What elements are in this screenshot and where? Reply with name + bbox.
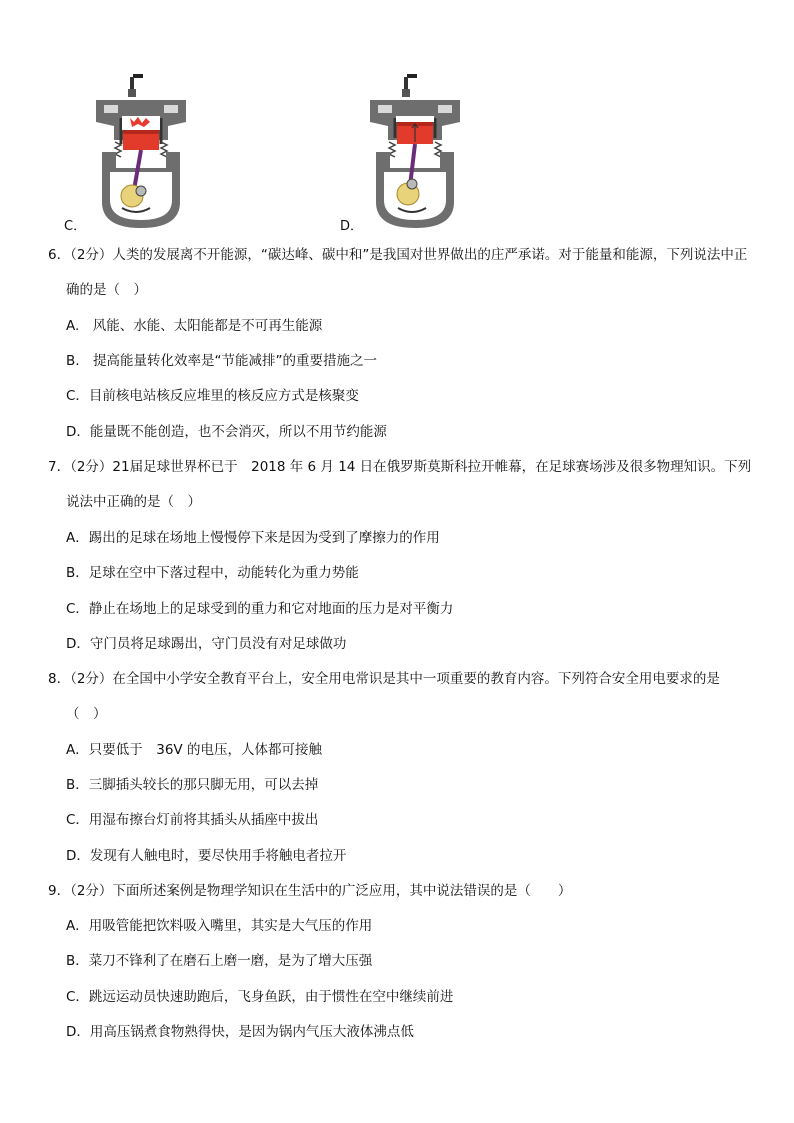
question-8-stem-cont: （ ） xyxy=(66,706,107,722)
question-9 xyxy=(48,874,760,909)
question-7-option-b: B．足球在空中下落过程中，动能转化为重力势能 xyxy=(66,565,359,581)
question-8-option-b: B．三脚插头较长的那只脚无用，可以去掉 xyxy=(66,777,319,793)
question-6-option-b: B. 提高能量转化效率是“节能减排”的重要措施之一 xyxy=(66,353,378,369)
engine-figure-d xyxy=(360,72,470,230)
question-7-stem-cont: 说法中正确的是（ ） xyxy=(66,494,201,510)
engine-stroke-c-diagram xyxy=(86,72,196,230)
question-6-stem: 6．（2分）人类的发展离不开能源，“碳达峰、碳中和”是我国对世界做出的庄严承诺。对于能量和能源，下列说法中正 xyxy=(48,247,748,263)
question-9-option-a: A．用吸管能把饮料吸入嘴里，其实是大气压的作用 xyxy=(66,918,373,934)
question-8 xyxy=(48,662,760,732)
question-8-option-c: C．用湿布擦台灯前将其插头从插座中拔出 xyxy=(66,812,319,828)
question-7-option-d: D．守门员将足球踢出，守门员没有对足球做功 xyxy=(66,636,347,652)
question-7-option-a: A．踢出的足球在场地上慢慢停下来是因为受到了摩擦力的作用 xyxy=(66,530,440,546)
question-8-option-d: D．发现有人触电时，要尽快用手将触电者拉开 xyxy=(66,848,347,864)
question-9-option-c: C．跳远运动员快速助跑后，飞身鱼跃，由于惯性在空中继续前进 xyxy=(66,989,454,1005)
question-6-stem-cont: 确的是（ ） xyxy=(66,282,147,298)
question-8-stem: 8．（2分）在全国中小学安全教育平台上，安全用电常识是其中一项重要的教育内容。下列符合安全用电要求的是 xyxy=(48,671,720,687)
figure-label-c: C． xyxy=(64,219,87,234)
question-6-option-c: C．目前核电站核反应堆里的核反应方式是核聚变 xyxy=(66,388,359,404)
question-9-stem: 9．（2分）下面所述案例是物理学知识在生活中的广泛应用，其中说法错误的是（ ） xyxy=(48,883,572,899)
question-7 xyxy=(48,450,760,520)
figure-label-d: D． xyxy=(340,219,364,234)
question-6 xyxy=(48,238,760,308)
engine-stroke-d-diagram xyxy=(360,72,470,230)
question-7-stem: 7．（2分）21届足球世界杯已于 2018 年 6 月 14 日在俄罗斯莫斯科拉开帷幕，在足球赛场涉及很多物理知识。下列 xyxy=(48,459,752,475)
question-9-option-b: B．菜刀不锋利了在磨石上磨一磨，是为了增大压强 xyxy=(66,953,373,969)
engine-figure-c xyxy=(86,72,196,230)
question-6-option-d: D．能量既不能创造，也不会消灭，所以不用节约能源 xyxy=(66,424,387,440)
question-8-option-a: A．只要低于 36V 的电压，人体都可接触 xyxy=(66,742,322,758)
question-7-option-c: C．静止在场地上的足球受到的重力和它对地面的压力是对平衡力 xyxy=(66,601,454,617)
question-9-option-d: D．用高压锅煮食物熟得快，是因为锅内气压大液体沸点低 xyxy=(66,1024,414,1040)
question-6-option-a: A. 风能、水能、太阳能都是不可再生能源 xyxy=(66,318,323,334)
